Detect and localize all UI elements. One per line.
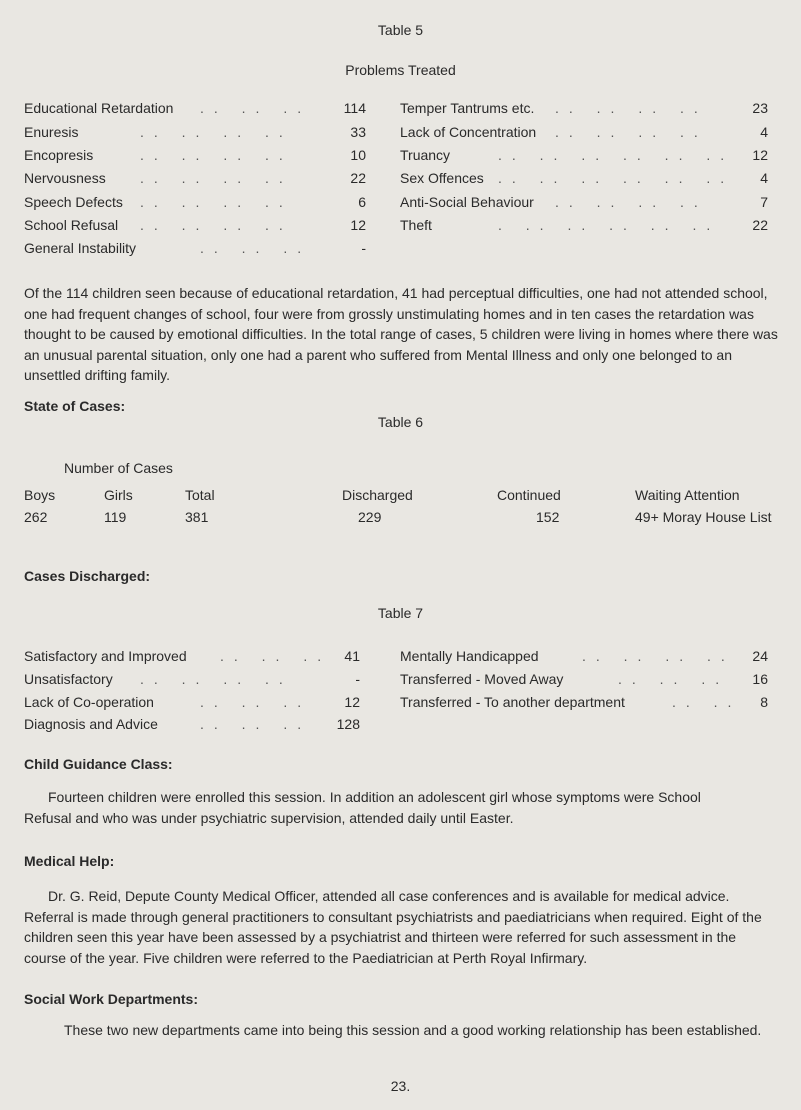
table7-left-row [24,671,360,693]
row-label: Educational Retardation [24,100,174,116]
child-guidance-heading: Child Guidance Class: [24,756,173,772]
leader-dots: .. .. .. .. [140,124,293,140]
leader-dots: .. .. .. .. .. .. [498,147,735,163]
value-waiting: 49+ Moray House List [635,509,772,525]
row-label: Satisfactory and Improved [24,648,187,664]
retardation-paragraph: Of the 114 children seen because of educational retardation, 41 had perceptual difficulties, one had not attended school, one had frequent changes of school, four were from grossly unstimulating homes and in ten cases the retardation was thought to be caused by emotional difficulties. In the total range of cases, 5 children were living in homes where there was an unusual parental situation, only one had a parent who suffered from Mental Illness and only one belonged to an unsettled drifting family. [24,285,778,383]
table6-group-header: Number of Cases [64,460,173,476]
table5-right-row [400,217,768,239]
table6-caption: Table 6 [377,414,424,430]
value-boys: 262 [24,509,48,525]
row-value: 4 [760,124,768,140]
value-continued: 152 [536,509,560,525]
medical-help-paragraph: Dr. G. Reid, Depute County Medical Officer, attended all case conferences and is available for medical advice. Referral is made through general practitioners to consultant psychiatrists and paediatricians when required. Eight of the children seen this year have been assessed by a psychiatrist and thirteen were referred for such assessment in the course of the year. Five children were referred to the Paediatrician at Perth Royal Infirmary. [24,888,762,966]
row-label: Speech Defects [24,194,123,210]
social-work-paragraph: These two new departments came into being this session and a good working relationship has been established. [64,1022,762,1038]
header-discharged: Discharged [342,487,413,503]
row-label: Lack of Co-operation [24,694,154,710]
table7-caption: Table 7 [377,605,424,621]
row-value: 128 [336,716,360,732]
header-waiting: Waiting Attention [635,487,740,503]
table5-caption: Table 5 [377,22,424,38]
row-value: 22 [752,217,768,233]
row-label: Lack of Concentration [400,124,537,140]
table5-left-row [24,124,366,146]
table5-left-row [24,240,366,262]
row-label: Mentally Handicapped [400,648,539,664]
table5-title: Problems Treated [345,62,456,78]
leader-dots: .. .. .. .. [140,671,293,687]
leader-dots: .. .. .. .. [555,100,708,116]
row-label: Enuresis [24,124,79,140]
row-label: Nervousness [24,170,106,186]
table7-right-row [400,694,768,716]
table5-right-row [400,100,768,122]
row-value: 23 [752,100,768,116]
row-value: 41 [344,648,360,664]
table5-left-row [24,100,366,122]
row-value: 33 [350,124,366,140]
row-value: 12 [344,694,360,710]
row-label: Unsatisfactory [24,671,113,687]
table5-right-row [400,194,768,216]
row-label: General Instability [24,240,137,256]
child-guidance-paragraph: Fourteen children were enrolled this session. In addition an adolescent girl whose symptoms were School Refusal and who was under psychiatric supervision, attended daily until Easter. [24,789,701,826]
leader-dots: .. .. .. [200,100,312,116]
header-boys: Boys [24,487,56,503]
table5-right-row [400,170,768,192]
leader-dots: .. .. .. .. [555,194,708,210]
row-value: 114 [343,100,366,116]
leader-dots: .. .. .. .. [582,648,735,664]
row-value: - [361,240,366,256]
value-girls: 119 [104,509,127,525]
row-value: 7 [760,194,768,210]
state-of-cases-heading: State of Cases: [24,398,126,414]
leader-dots: . .. .. .. .. .. [498,217,721,233]
row-label: Diagnosis and Advice [24,716,158,732]
leader-dots: .. .. .. .. [140,170,293,186]
row-value: 16 [752,671,768,687]
table7-left-row [24,694,360,716]
row-value: 10 [350,147,366,163]
leader-dots: .. .. .. [200,240,312,256]
table5-left-row [24,194,366,216]
leader-dots: .. .. .. .. [140,147,293,163]
row-label: Encopresis [24,147,94,163]
header-continued: Continued [497,487,561,503]
row-label: School Refusal [24,217,119,233]
row-value: 12 [752,147,768,163]
table5-left-row [24,170,366,192]
row-value: 6 [358,194,366,210]
table7-left-row [24,716,360,738]
header-total: Total [185,487,215,503]
social-work-heading: Social Work Departments: [24,991,199,1007]
table7-left-row [24,648,360,670]
leader-dots: .. .. .. [200,716,312,732]
medical-help-heading: Medical Help: [24,853,115,869]
cases-discharged-heading: Cases Discharged: [24,568,151,584]
leader-dots: .. .. .. [618,671,730,687]
table7-right-row [400,648,768,670]
row-label: Theft [400,217,432,233]
page-number: 23. [390,1078,411,1094]
value-discharged: 229 [358,509,382,525]
row-label: Transferred - Moved Away [400,671,564,687]
leader-dots: .. .. [672,694,742,710]
header-girls: Girls [104,487,133,503]
row-label: Sex Offences [400,170,484,186]
row-label: Temper Tantrums etc. [400,100,535,116]
row-label: Anti-Social Behaviour [400,194,534,210]
table5-right-row [400,124,768,146]
table5-left-row [24,217,366,239]
table5-right-row [400,147,768,169]
leader-dots: .. .. .. .. .. .. [498,170,735,186]
row-value: 4 [760,170,768,186]
row-label: Truancy [400,147,451,163]
leader-dots: .. .. .. .. [140,194,293,210]
row-value: - [355,671,360,687]
row-label: Transferred - To another department [400,694,625,710]
row-value: 8 [760,694,768,710]
leader-dots: .. .. .. [220,648,332,664]
leader-dots: .. .. .. .. [555,124,708,140]
value-total: 381 [185,509,209,525]
row-value: 12 [350,217,366,233]
leader-dots: .. .. .. [200,694,312,710]
row-value: 24 [752,648,768,664]
table5-left-row [24,147,366,169]
table7-right-row [400,671,768,693]
row-value: 22 [350,170,366,186]
leader-dots: .. .. .. .. [140,217,293,233]
